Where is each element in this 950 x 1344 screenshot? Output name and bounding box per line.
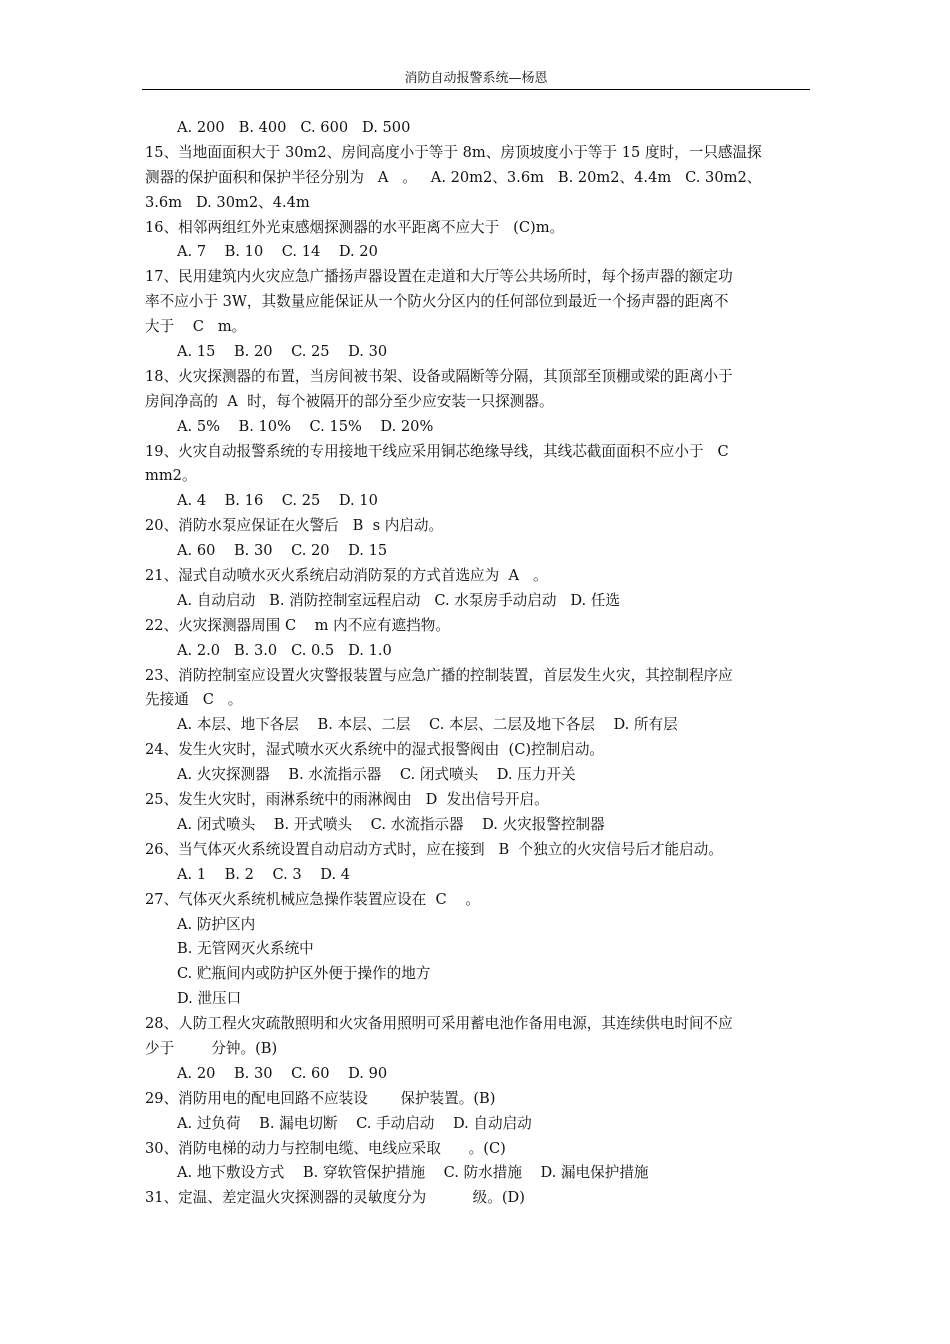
answer-options-line: B. 无管网灭火系统中 bbox=[177, 940, 314, 958]
question-text-line: 测器的保护面积和保护半径分别为 A 。 A. 20m2、3.6m B. 20m2、4.4m C. 30m2、 bbox=[145, 168, 762, 186]
header-divider bbox=[142, 89, 810, 90]
answer-options-line: A. 20 B. 30 C. 60 D. 90 bbox=[177, 1064, 388, 1082]
answer-options-line: A. 自动启动 B. 消防控制室远程启动 C. 水泵房手动启动 D. 任选 bbox=[177, 591, 621, 609]
question-text-line: 21、湿式自动喷水灭火系统启动消防泵的方式首选应为 A 。 bbox=[145, 567, 548, 585]
question-text-line: 27、气体灭火系统机械应急操作装置应设在 C 。 bbox=[145, 890, 480, 908]
answer-options-line: A. 1 B. 2 C. 3 D. 4 bbox=[177, 865, 351, 883]
question-text-line: 16、相邻两组红外光束感烟探测器的水平距离不应大于 (C)m。 bbox=[145, 218, 565, 236]
question-text-line: 先接通 C 。 bbox=[145, 691, 243, 709]
question-text-line: 24、发生火灾时，湿式喷水灭火系统中的湿式报警阀由 (C)控制启动。 bbox=[145, 741, 605, 759]
answer-options-line: A. 5% B. 10% C. 15% D. 20% bbox=[177, 417, 434, 435]
answer-options-line: A. 防护区内 bbox=[177, 915, 256, 933]
answer-options-line: A. 4 B. 16 C. 25 D. 10 bbox=[177, 492, 378, 510]
answer-options-line: A. 地下敷设方式 B. 穿软管保护措施 C. 防水措施 D. 漏电保护措施 bbox=[177, 1164, 649, 1182]
answer-options-line: D. 泄压口 bbox=[177, 990, 242, 1008]
answer-options-line: A. 15 B. 20 C. 25 D. 30 bbox=[177, 343, 388, 361]
document-body bbox=[145, 116, 810, 1211]
answer-options-line: A. 200 B. 400 C. 600 D. 500 bbox=[177, 119, 411, 136]
question-text-line: 26、当气体灭火系统设置自动启动方式时，应在接到 B 个独立的火灾信号后才能启动。 bbox=[145, 840, 723, 858]
question-text-line: 17、民用建筑内火灾应急广播扬声器设置在走道和大厅等公共场所时，每个扬声器的额定功 bbox=[145, 268, 733, 286]
answer-options-line: A. 2.0 B. 3.0 C. 0.5 D. 1.0 bbox=[177, 641, 392, 659]
question-text-line: 大于 C m。 bbox=[145, 318, 247, 336]
question-text-line: 少于 分钟。(B) bbox=[145, 1039, 278, 1057]
question-text-line: 房间净高的 A 时，每个被隔开的部分至少应安装一只探测器。 bbox=[145, 392, 554, 410]
answer-options-line: A. 火灾探测器 B. 水流指示器 C. 闭式喷头 D. 压力开关 bbox=[177, 766, 576, 784]
question-text-line: 22、火灾探测器周围 C m 内不应有遮挡物。 bbox=[145, 616, 450, 634]
answer-options-line: A. 过负荷 B. 漏电切断 C. 手动启动 D. 自动启动 bbox=[177, 1114, 532, 1132]
question-text-line: 30、消防电梯的动力与控制电缆、电线应采取 。(C) bbox=[145, 1139, 506, 1157]
question-text-line: 18、火灾探测器的布置，当房间被书架、设备或隔断等分隔，其顶部至顶棚或梁的距离小于 bbox=[145, 367, 733, 385]
question-text-line: 25、发生火灾时，雨淋系统中的雨淋阀由 D 发出信号开启。 bbox=[145, 791, 549, 809]
answer-options-line: A. 60 B. 30 C. 20 D. 15 bbox=[177, 542, 388, 560]
question-text-line: 19、火灾自动报警系统的专用接地干线应采用铜芯绝缘导线，其线芯截面面积不应小于 C bbox=[145, 442, 729, 460]
page-header-title: 消防自动报警系统—杨恩 bbox=[404, 71, 548, 86]
question-text-line: 20、消防水泵应保证在火警后 B s 内启动。 bbox=[145, 517, 444, 535]
question-text-line: 23、消防控制室应设置火灾警报装置与应急广播的控制装置，首层发生火灾，其控制程序应 bbox=[145, 666, 733, 684]
answer-options-line: A. 7 B. 10 C. 14 D. 20 bbox=[177, 243, 378, 261]
question-text-line: 15、当地面面积大于 30m2、房间高度小于等于 8m、房顶坡度小于等于 15 度时，一只感温探 bbox=[145, 143, 762, 161]
answer-options-line: A. 闭式喷头 B. 开式喷头 C. 水流指示器 D. 火灾报警控制器 bbox=[177, 815, 605, 833]
question-text-line: mm2。 bbox=[145, 467, 197, 485]
question-text-line: 29、消防用电的配电回路不应装设 保护装置。(B) bbox=[145, 1089, 496, 1107]
question-text-line: 3.6m D. 30m2、4.4m bbox=[145, 193, 310, 211]
question-text-line: 28、人防工程火灾疏散照明和火灾备用照明可采用蓄电池作备用电源，其连续供电时间不应 bbox=[145, 1015, 733, 1033]
answer-options-line: C. 贮瓶间内或防护区外便于操作的地方 bbox=[177, 965, 431, 983]
question-text-line: 率不应小于 3W，其数量应能保证从一个防火分区内的任何部位到最近一个扬声器的距离不 bbox=[145, 293, 729, 311]
question-text-line: 31、定温、差定温火灾探测器的灵敏度分为 级。(D) bbox=[145, 1189, 525, 1207]
answer-options-line: A. 本层、地下各层 B. 本层、二层 C. 本层、二层及地下各层 D. 所有层 bbox=[177, 716, 678, 734]
